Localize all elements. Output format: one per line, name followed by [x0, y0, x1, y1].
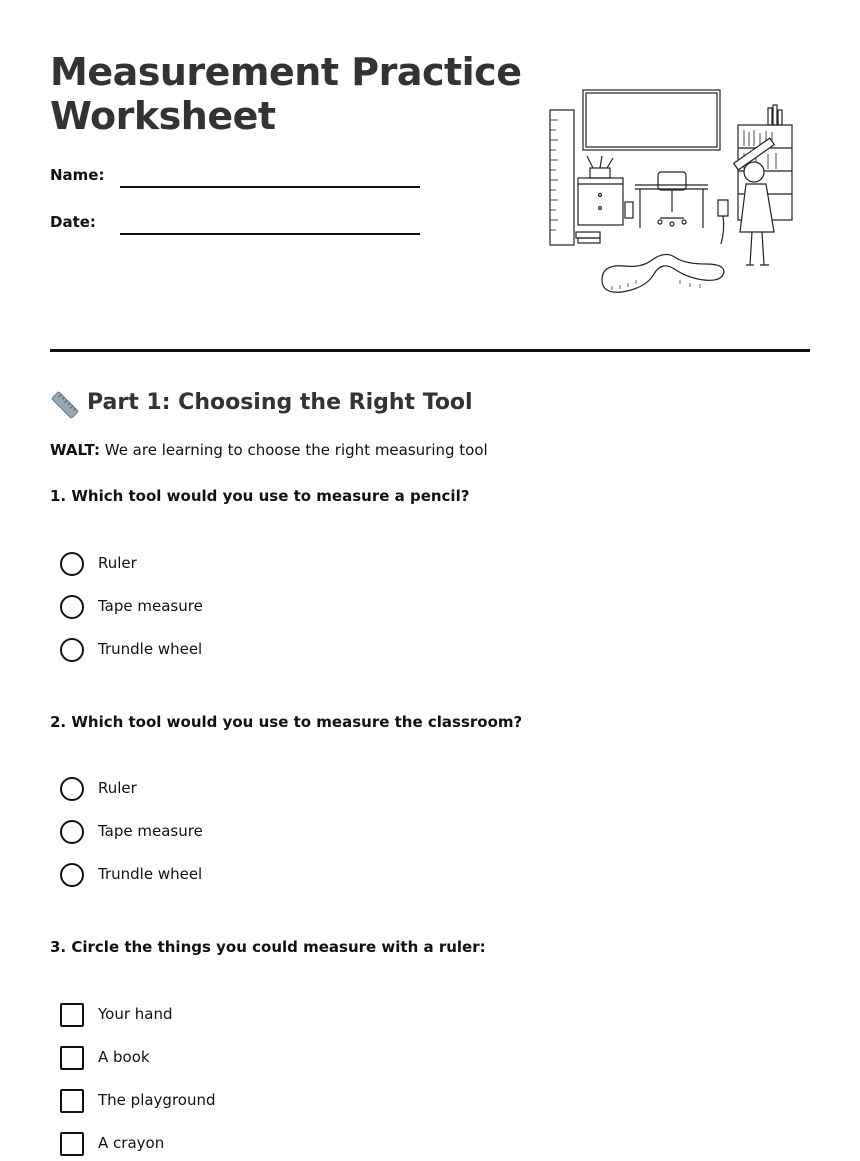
- option-label: Your hand: [98, 1005, 173, 1023]
- checkbox[interactable]: [60, 1089, 84, 1113]
- radio-button[interactable]: [60, 820, 84, 844]
- option-label: Trundle wheel: [98, 865, 203, 883]
- option-label: A book: [98, 1048, 150, 1066]
- option-label: Tape measure: [98, 822, 203, 840]
- walt-statement: [50, 441, 488, 459]
- option-label: Ruler: [98, 554, 137, 572]
- question-1: 1. Which tool would you use to measure a pencil?: [50, 487, 470, 505]
- name-label: Name:: [50, 166, 105, 184]
- date-field: [50, 213, 430, 243]
- checkbox[interactable]: [60, 1046, 84, 1070]
- classroom-illustration: [540, 80, 800, 305]
- date-label: Date:: [50, 213, 96, 231]
- radio-button[interactable]: [60, 777, 84, 801]
- checkbox[interactable]: [60, 1132, 84, 1156]
- name-line[interactable]: [120, 186, 420, 188]
- question-2: 2. Which tool would you use to measure the classroom?: [50, 713, 523, 731]
- page-title: Measurement Practice Worksheet: [50, 50, 522, 138]
- option-label: Tape measure: [98, 597, 203, 615]
- radio-button[interactable]: [60, 595, 84, 619]
- checkbox[interactable]: [60, 1003, 84, 1027]
- option-label: Trundle wheel: [98, 640, 203, 658]
- section-divider: [50, 349, 810, 352]
- option-label: Ruler: [98, 779, 137, 797]
- radio-button[interactable]: [60, 638, 84, 662]
- walt-label: WALT:: [50, 441, 100, 459]
- question-3: 3. Circle the things you could measure with a ruler:: [50, 938, 486, 956]
- walt-text: We are learning to choose the right measuring tool: [99, 441, 488, 459]
- option-label: A crayon: [98, 1134, 165, 1152]
- option-label: The playground: [98, 1091, 216, 1109]
- part1-title: Part 1: Choosing the Right Tool: [87, 390, 473, 415]
- ruler-icon: [50, 390, 80, 420]
- radio-button[interactable]: [60, 552, 84, 576]
- name-field: [50, 166, 430, 196]
- radio-button[interactable]: [60, 863, 84, 887]
- date-line[interactable]: [120, 233, 420, 235]
